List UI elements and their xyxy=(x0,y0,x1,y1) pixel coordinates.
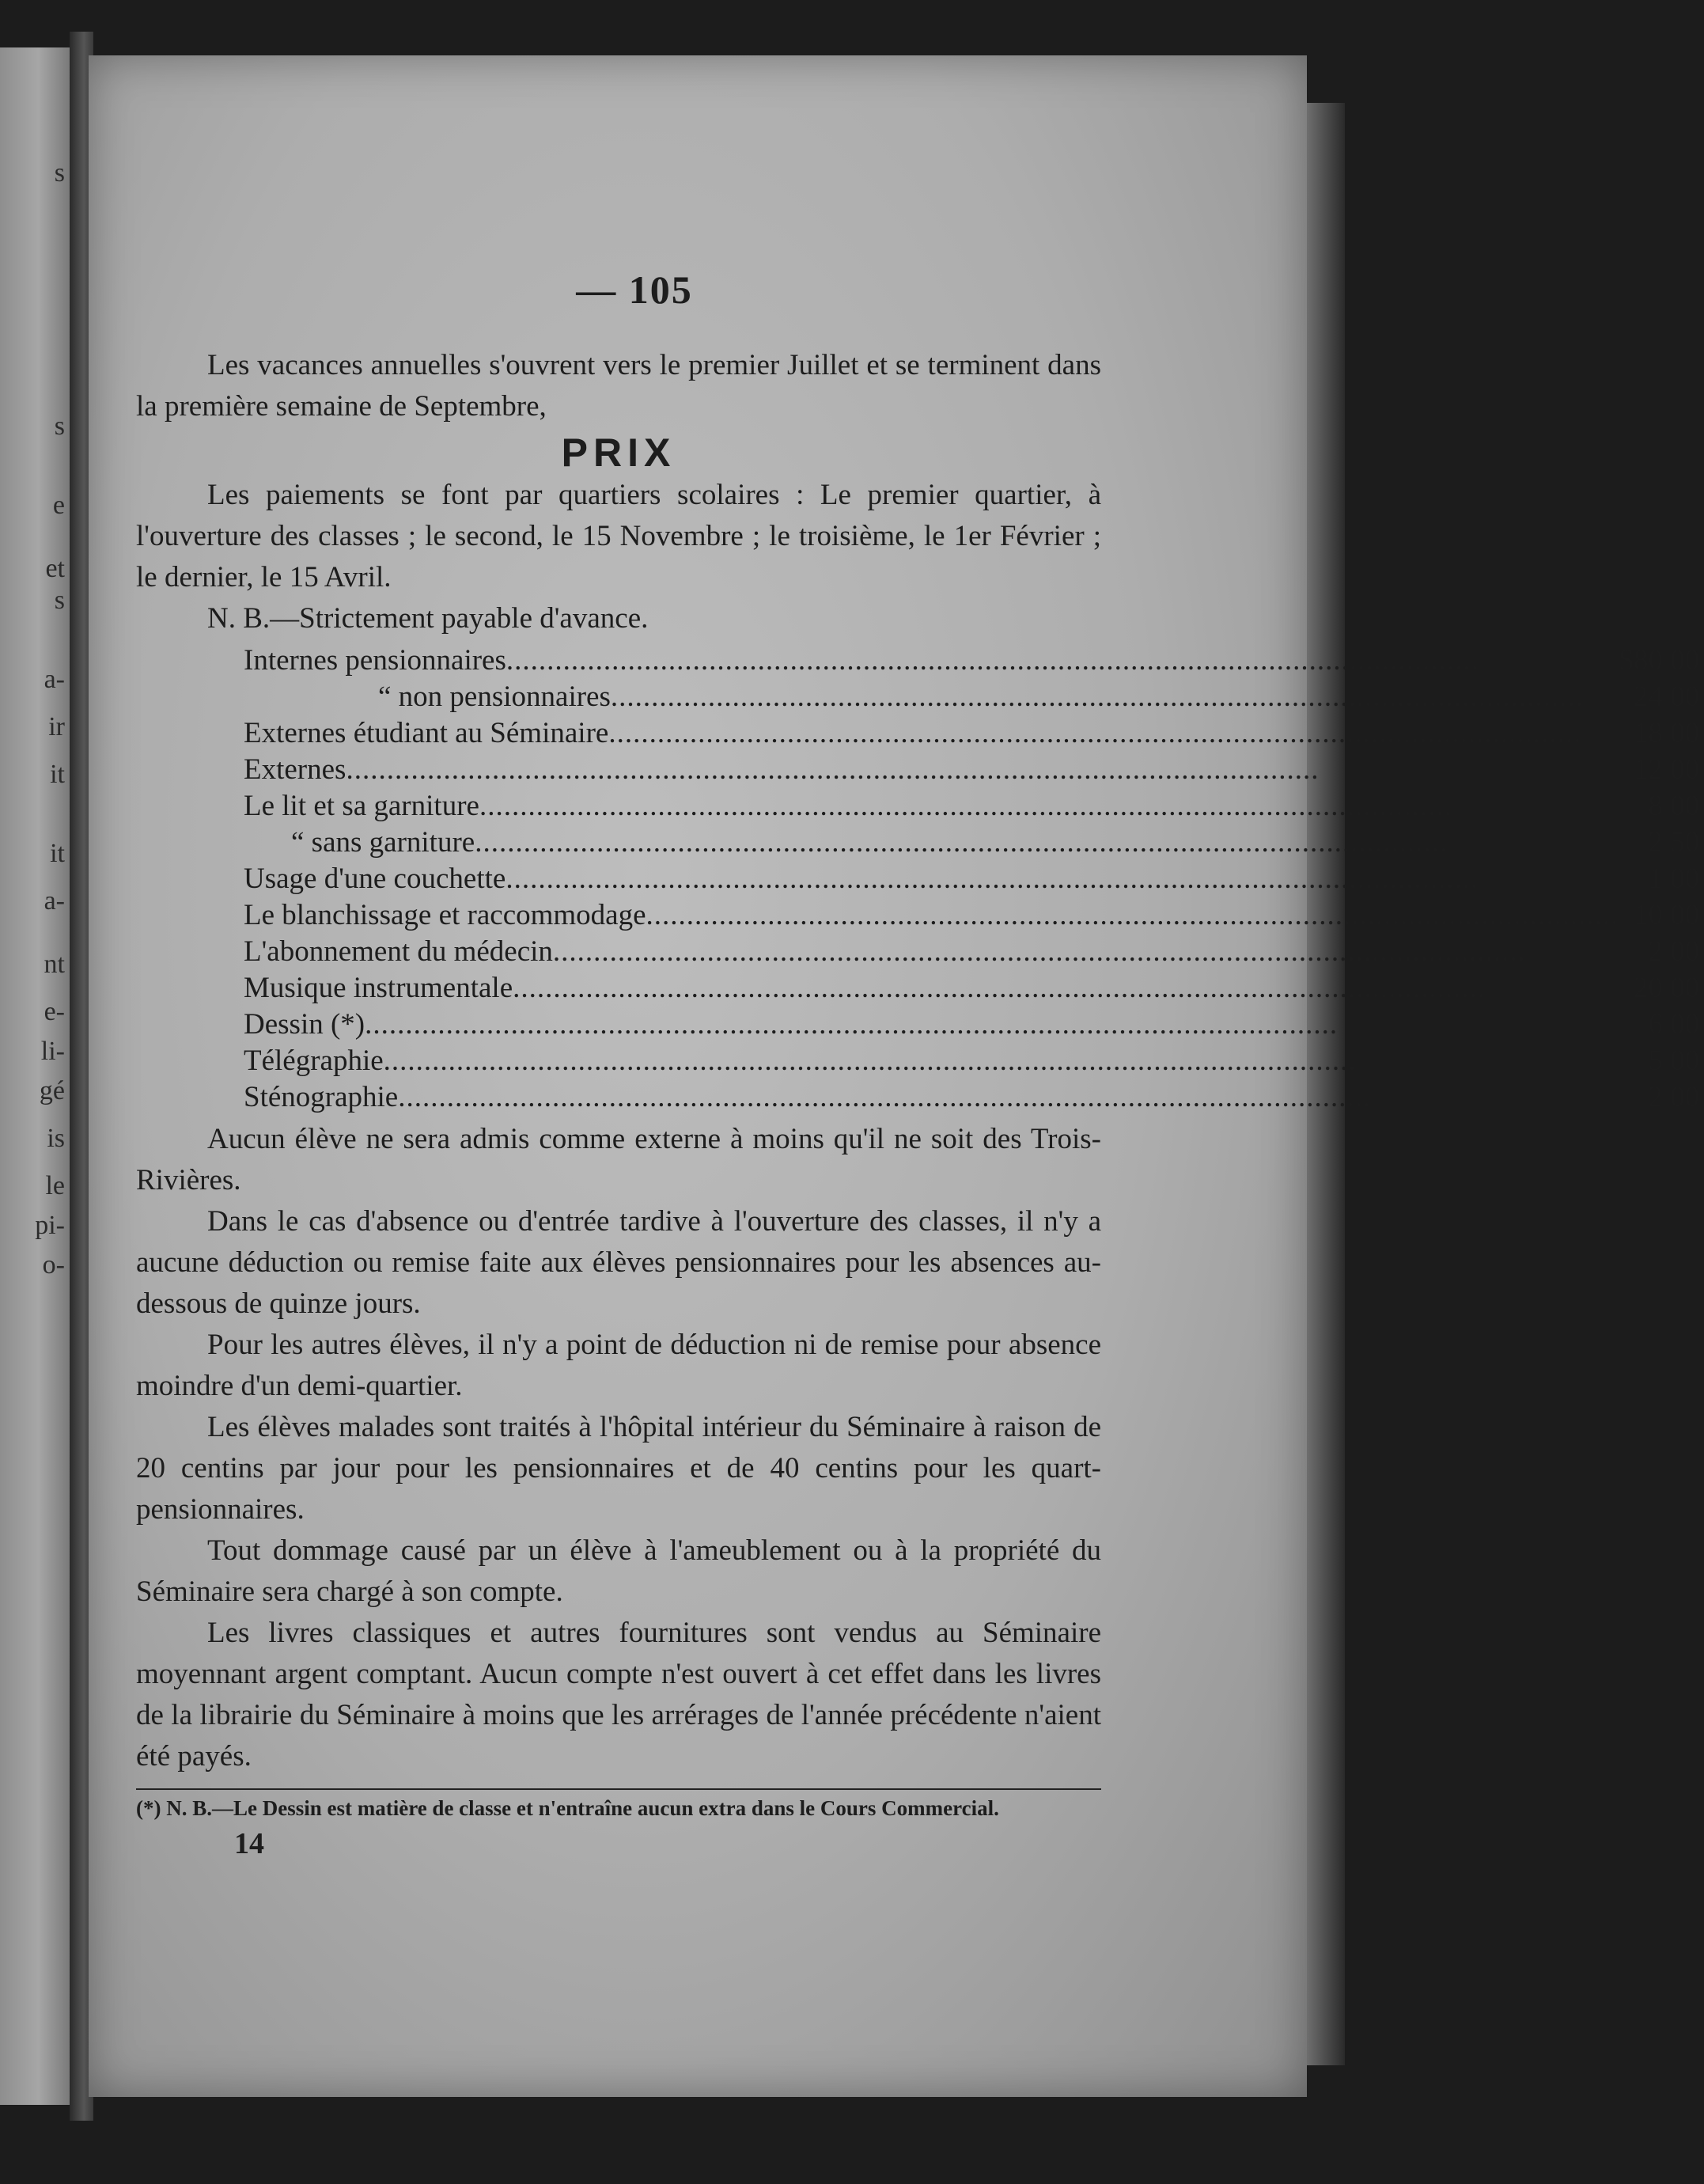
fee-row xyxy=(244,897,1704,934)
left-page-fragment: li- xyxy=(40,1037,65,1066)
fee-label: Télégraphie xyxy=(244,1045,384,1077)
leader-dots: ........................................................................................................................ xyxy=(646,899,1619,931)
fee-label: Le lit et sa garniture xyxy=(244,790,479,822)
left-page-fragment: pi- xyxy=(35,1211,65,1240)
leader-dots: ........................................................................................................................ xyxy=(506,863,1479,895)
nb-line: N. B.—Strictement payable d'avance. xyxy=(207,602,649,635)
fee-label-cell xyxy=(244,752,1619,788)
leader-dots: ........................................................................................................................ xyxy=(552,935,1526,968)
fee-label: L'abonnement du médecin xyxy=(244,935,553,968)
fee-label-cell xyxy=(244,825,1619,861)
leader-dots: ........................................................................................................................ xyxy=(608,717,1582,749)
fee-row xyxy=(244,970,1704,1007)
fee-label: “ non pensionnaires xyxy=(378,681,611,713)
fee-row xyxy=(244,715,1704,752)
leader-dots: ........................................................................................................................ xyxy=(398,1081,1372,1113)
left-page-fragment: e xyxy=(52,491,65,520)
fee-amount: 24 00 xyxy=(1634,681,1700,713)
fee-label-cell xyxy=(244,679,1619,715)
leader-dots: ........................................................................................................................ xyxy=(365,1008,1339,1041)
fee-amount: 8 00 xyxy=(1648,790,1700,822)
leader-dots: ........................................................................................................................ xyxy=(475,826,1448,859)
paragraph-books: Les livres classiques et autres fournitures sont vendus au Séminaire moyennant argent comptant. Aucun compte n'est ouvert à cet effet dans les livres de la librairie du Séminaire à moins que les arrérages de l'année précédente n'aient été payés. xyxy=(136,1617,1101,1773)
left-page-fragment: ir xyxy=(48,712,65,741)
fee-label: Externes étudiant au Séminaire xyxy=(244,717,609,749)
left-page-fragment: s xyxy=(54,411,65,441)
fee-table xyxy=(244,643,1704,1116)
fee-label-cell xyxy=(244,861,1619,897)
fee-amount: 2 00 xyxy=(1648,935,1700,968)
fee-label: Le blanchissage et raccommodage xyxy=(244,899,646,931)
left-page-fragment: e- xyxy=(44,997,65,1026)
page-content xyxy=(136,267,1700,1864)
fee-label-cell xyxy=(244,1043,1619,1079)
fee-row xyxy=(244,1079,1704,1116)
leader-dots: ........................................................................................................................ xyxy=(479,790,1452,822)
fee-label: Sténographie xyxy=(244,1081,399,1113)
paragraph-absence: Dans le cas d'absence ou d'entrée tardive à l'ouverture des classes, il n'y a aucune déduction ou remise faite aux élèves pensionnaires pour les absences au-dessous de quinze jours. xyxy=(136,1205,1101,1320)
paragraph-sick-students: Les élèves malades sont traités à l'hôpital intérieur du Séminaire à raison de 20 centins par jour pour les pensionnaires et de 40 centins pour les quart-pensionnaires. xyxy=(136,1411,1101,1526)
left-page-fragment: it xyxy=(50,760,65,789)
fee-amount: 18 00 xyxy=(1634,717,1700,749)
fee-row xyxy=(244,1043,1704,1079)
fee-row xyxy=(244,679,1704,715)
fee-amount: 2 50 xyxy=(1648,826,1700,859)
intro-paragraph: Les vacances annuelles s'ouvrent vers le premier Juillet et se terminent dans la première semaine de Septembre, xyxy=(136,349,1101,423)
left-page-fragment: nt xyxy=(44,950,65,979)
fee-label-cell xyxy=(244,970,1619,1007)
section-heading: PRIX xyxy=(561,430,676,475)
signature-mark: 14 xyxy=(234,1827,264,1860)
fee-label-cell xyxy=(244,788,1619,825)
fee-label: Externes xyxy=(244,753,346,786)
fee-row xyxy=(244,825,1704,861)
fee-label-cell xyxy=(244,1007,1619,1043)
fee-amount: 20 00 xyxy=(1634,972,1700,1004)
fee-row xyxy=(244,752,1704,788)
leader-dots: ........................................................................................................................ xyxy=(383,1045,1357,1077)
fee-label-cell xyxy=(244,643,1619,679)
paragraph-residency: Aucun élève ne sera admis comme externe à moins qu'il ne soit des Trois-Rivières. xyxy=(136,1123,1101,1196)
fee-amount: 2 00 xyxy=(1648,1081,1700,1113)
fee-row xyxy=(244,643,1704,679)
fee-label-cell xyxy=(244,1079,1619,1116)
left-page-fragment: s xyxy=(54,158,65,188)
fee-amount: 10 00 xyxy=(1634,899,1700,931)
left-page-fragment: a- xyxy=(44,665,65,694)
left-page-fragment: et xyxy=(45,554,65,583)
payment-paragraph: Les paiements se font par quartiers scolaires : Le premier quartier, à l'ouverture des classes ; le second, le 15 Novembre ; le troisième, le 1er Février ; le dernier, le 15 Avril. xyxy=(136,479,1101,593)
fee-label: Internes pensionnaires xyxy=(244,644,506,677)
left-page-fragment: a- xyxy=(44,886,65,916)
fee-row xyxy=(244,934,1704,970)
paragraph-damage: Tout dommage causé par un élève à l'ameublement ou à la propriété du Séminaire sera chargé à son compte. xyxy=(136,1534,1101,1608)
fee-amount: 6 00 xyxy=(1648,1008,1700,1041)
fee-label: Usage d'une couchette xyxy=(244,863,506,895)
leader-dots: ........................................................................................................................ xyxy=(610,681,1584,713)
paragraph-other-students: Pour les autres élèves, il n'y a point de déduction ni de remise pour absence moindre d'un demi-quartier. xyxy=(136,1329,1101,1402)
fee-label: Musique instrumentale xyxy=(244,972,513,1004)
fee-label: “ sans garniture xyxy=(291,826,475,859)
footnote-rule xyxy=(136,1788,1101,1790)
page-number: — 105 xyxy=(576,267,693,312)
left-page-fragment: it xyxy=(50,839,65,868)
leader-dots: ........................................................................................................................ xyxy=(346,753,1320,786)
fee-amount: 5 00 xyxy=(1648,1045,1700,1077)
fee-label: Dessin (*) xyxy=(244,1008,365,1041)
left-page-fragment: le xyxy=(45,1171,65,1200)
fee-row xyxy=(244,861,1704,897)
fee-label-cell xyxy=(244,934,1619,970)
footnote: (*) N. B.—Le Dessin est matière de classe et n'entraîne aucun extra dans le Cours Commercial. xyxy=(136,1796,999,1820)
left-page-edge xyxy=(0,47,70,2105)
fee-amount: 12 00 xyxy=(1634,753,1700,786)
fee-amount: $80 00 xyxy=(1619,644,1700,677)
left-page-fragment: o- xyxy=(42,1250,65,1280)
fee-amount: 1 00 xyxy=(1648,863,1700,895)
leader-dots: ........................................................................................................................ xyxy=(506,644,1479,677)
left-page-fragment: s xyxy=(54,586,65,615)
fee-row xyxy=(244,788,1704,825)
left-page-fragment: is xyxy=(47,1124,65,1153)
leader-dots: ........................................................................................................................ xyxy=(513,972,1486,1004)
fee-row xyxy=(244,1007,1704,1043)
fee-label-cell xyxy=(244,897,1619,934)
left-page-fragment: gé xyxy=(39,1076,65,1105)
fee-label-cell xyxy=(244,715,1619,752)
